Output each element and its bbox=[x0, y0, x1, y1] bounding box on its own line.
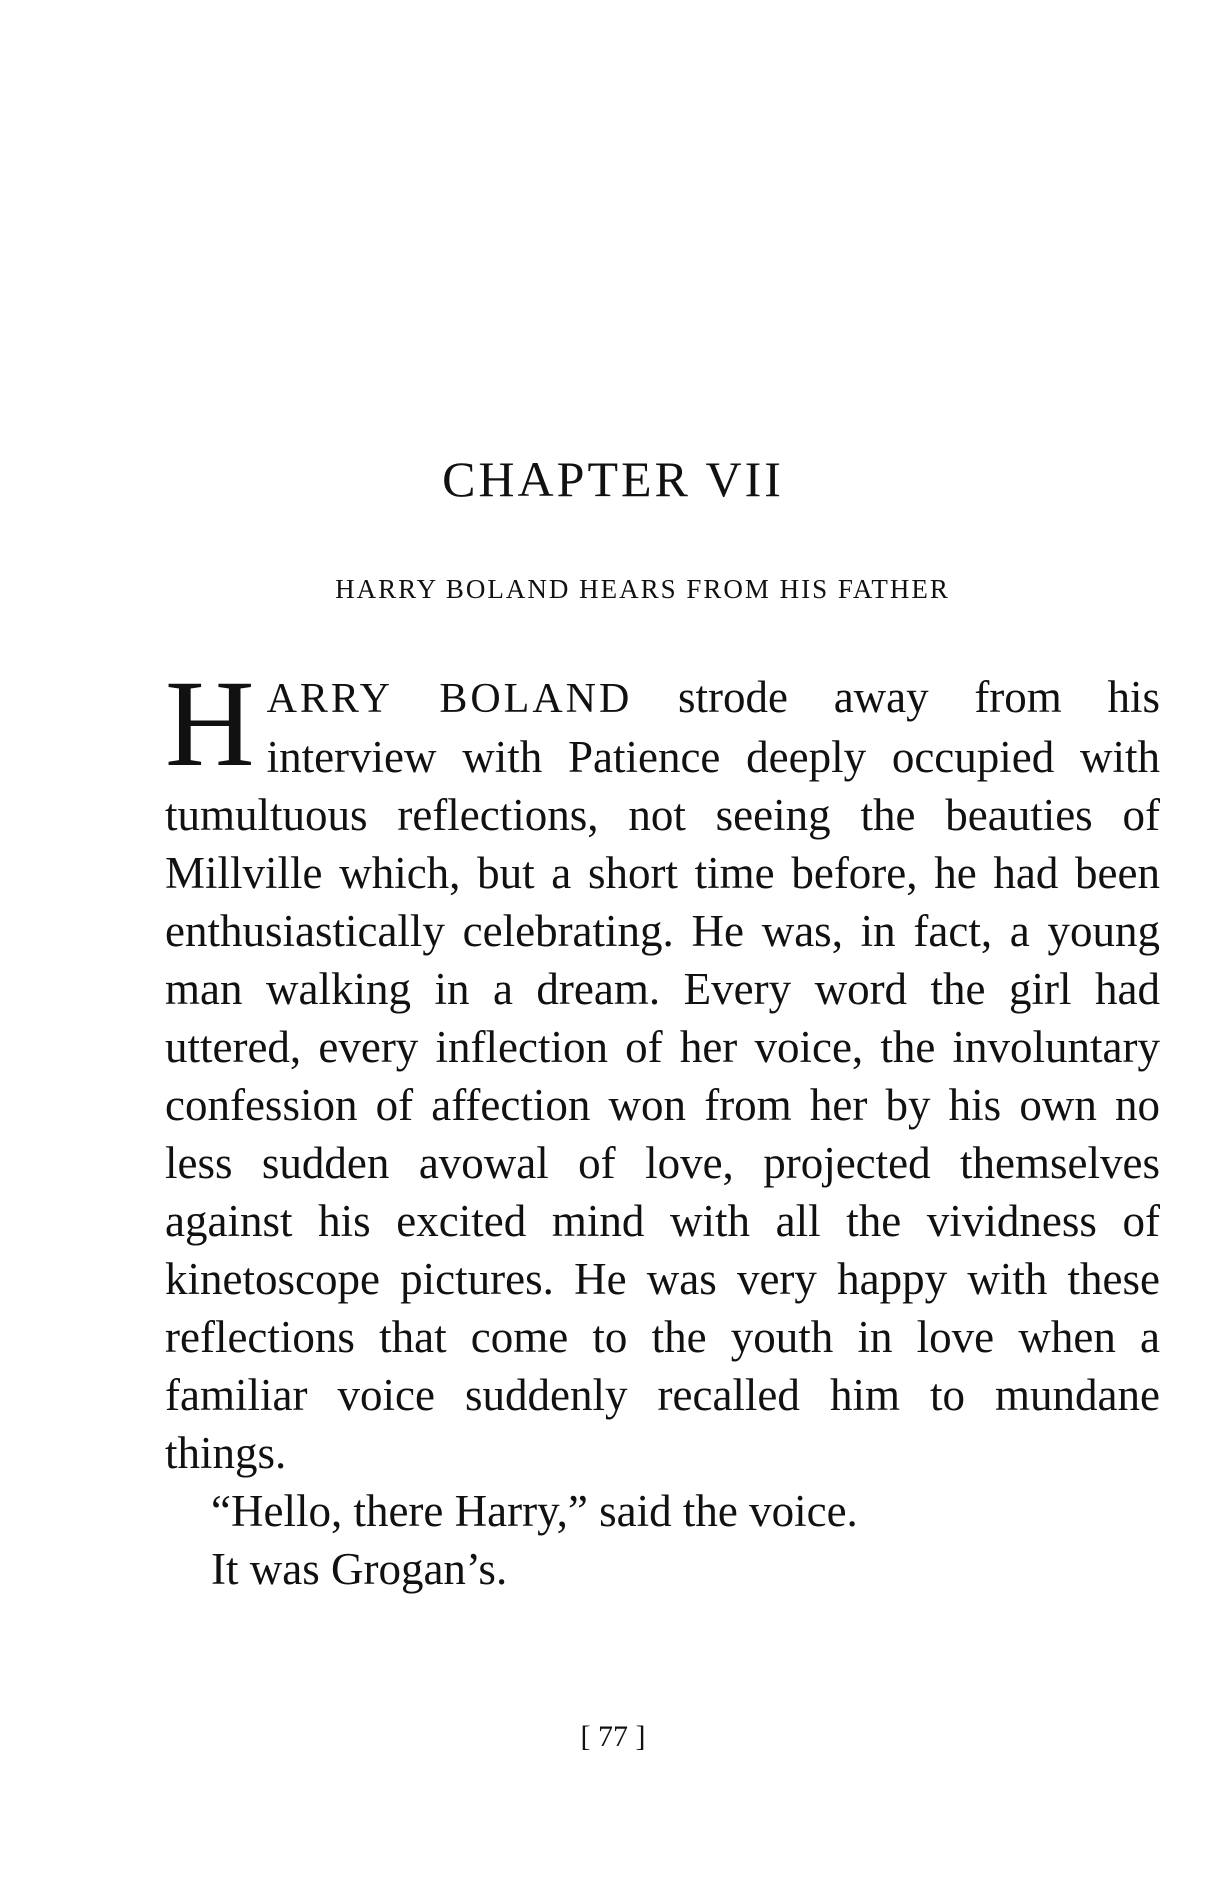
drop-cap: H bbox=[165, 655, 255, 792]
body-text bbox=[165, 655, 1161, 1598]
paragraph-1-text: strode away from his interview with Patience deeply occupied with tumultuous reflections, not seeing the beauties of Millville which, but a short time before, he had been enthusiastically celebrating. He was, in fact, a young man walking in a dream. Every word the girl had uttered, every inflection of her voice, the involuntary confession of affection won from her by his own no less sudden avowal of love, projected themselves against his excited mind with all the vividness of kinetoscope pictures. He was very happy with these reflections that come to the youth in love when a familiar voice suddenly recalled him to mundane things. bbox=[165, 672, 1161, 1478]
chapter-title: CHAPTER VII bbox=[442, 451, 784, 507]
chapter-subtitle: HARRY BOLAND HEARS FROM HIS FATHER bbox=[335, 574, 950, 604]
page-number: [ 77 ] bbox=[580, 1720, 646, 1753]
paragraph-1 bbox=[165, 655, 1161, 1482]
lead-in-smallcaps: ARRY BOLAND bbox=[266, 676, 633, 722]
paragraph-2: “Hello, there Harry,” said the voice. bbox=[211, 1486, 858, 1536]
paragraph-3: It was Grogan’s. bbox=[211, 1544, 508, 1594]
